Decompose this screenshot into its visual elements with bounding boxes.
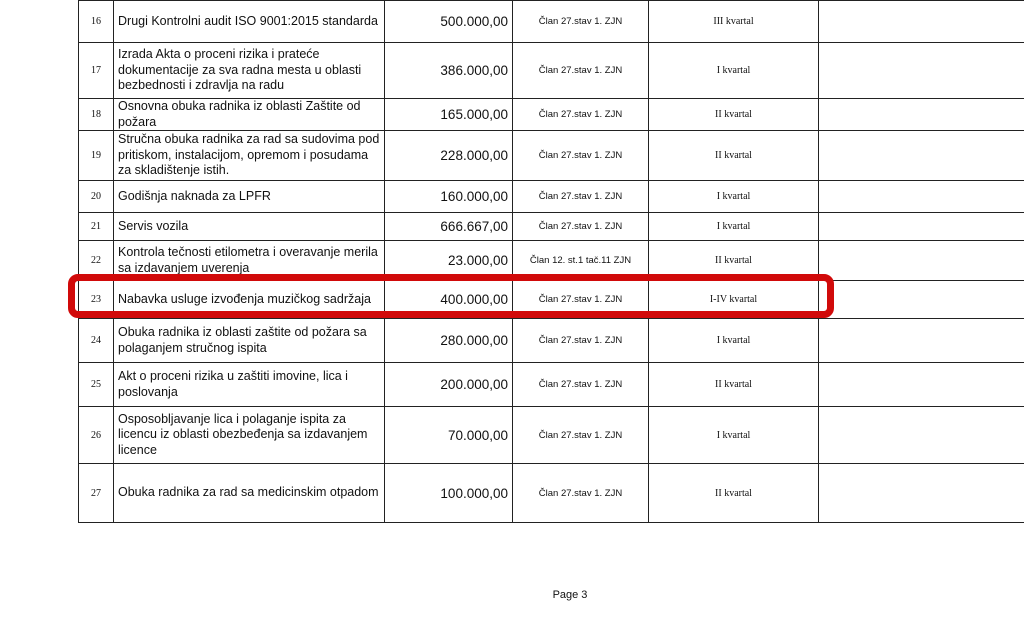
item-amount: 23.000,00: [385, 241, 513, 281]
legal-basis: Član 27.stav 1. ZJN: [513, 181, 649, 213]
table-row: [79, 407, 1024, 464]
item-description: Osposobljavanje lica i polaganje ispita za licencu iz oblasti obezbeđenja sa izdavanjem licence: [114, 407, 385, 464]
item-description: Kontrola tečnosti etilometra i overavanje merila sa izdavanjem uverenja: [114, 241, 385, 281]
quarter: I kvartal: [649, 213, 819, 241]
quarter: II kvartal: [649, 464, 819, 523]
empty-cell: [819, 1, 1024, 43]
quarter: II kvartal: [649, 131, 819, 181]
table-row: [79, 99, 1024, 131]
empty-cell: [819, 407, 1024, 464]
empty-cell: [819, 213, 1024, 241]
item-description: Akt o proceni rizika u zaštiti imovine, lica i poslovanja: [114, 363, 385, 407]
item-description: Obuka radnika iz oblasti zaštite od požara sa polaganjem stručnog ispita: [114, 319, 385, 363]
quarter: I kvartal: [649, 181, 819, 213]
item-description: Izrada Akta o proceni rizika i prateće dokumentacije za sva radna mesta u oblasti bezbednosti i zdravlja na radu: [114, 43, 385, 99]
legal-basis: Član 27.stav 1. ZJN: [513, 131, 649, 181]
legal-basis: Član 27.stav 1. ZJN: [513, 281, 649, 319]
item-description: Obuka radnika za rad sa medicinskim otpadom: [114, 464, 385, 523]
item-description: Osnovna obuka radnika iz oblasti Zaštite od požara: [114, 99, 385, 131]
table-row: [79, 213, 1024, 241]
item-amount: 280.000,00: [385, 319, 513, 363]
row-number: 22: [79, 241, 114, 281]
item-amount: 228.000,00: [385, 131, 513, 181]
procurement-table: [78, 0, 1024, 523]
row-number: 21: [79, 213, 114, 241]
empty-cell: [819, 363, 1024, 407]
legal-basis: Član 27.stav 1. ZJN: [513, 464, 649, 523]
empty-cell: [819, 43, 1024, 99]
legal-basis: Član 27.stav 1. ZJN: [513, 99, 649, 131]
row-number: 17: [79, 43, 114, 99]
table-row: [79, 319, 1024, 363]
item-description: Nabavka usluge izvođenja muzičkog sadržaja: [114, 281, 385, 319]
page-number: Page 3: [552, 589, 588, 601]
table-row: [79, 464, 1024, 523]
quarter: I kvartal: [649, 407, 819, 464]
empty-cell: [819, 281, 1024, 319]
item-description: Drugi Kontrolni audit ISO 9001:2015 standarda: [114, 1, 385, 43]
quarter: I kvartal: [649, 319, 819, 363]
quarter: II kvartal: [649, 99, 819, 131]
empty-cell: [819, 99, 1024, 131]
item-amount: 165.000,00: [385, 99, 513, 131]
row-number: 19: [79, 131, 114, 181]
table-row: [79, 181, 1024, 213]
row-number: 18: [79, 99, 114, 131]
row-number: 23: [79, 281, 114, 319]
quarter: III kvartal: [649, 1, 819, 43]
legal-basis: Član 12. st.1 tač.11 ZJN: [513, 241, 649, 281]
quarter: II kvartal: [649, 363, 819, 407]
empty-cell: [819, 131, 1024, 181]
item-amount: 70.000,00: [385, 407, 513, 464]
row-number: 24: [79, 319, 114, 363]
item-amount: 500.000,00: [385, 1, 513, 43]
row-number: 25: [79, 363, 114, 407]
empty-cell: [819, 319, 1024, 363]
table-row: [79, 131, 1024, 181]
table-row: [79, 363, 1024, 407]
legal-basis: Član 27.stav 1. ZJN: [513, 43, 649, 99]
empty-cell: [819, 241, 1024, 281]
table-row: [79, 1, 1024, 43]
item-description: Servis vozila: [114, 213, 385, 241]
table-row: [79, 241, 1024, 281]
legal-basis: Član 27.stav 1. ZJN: [513, 363, 649, 407]
item-amount: 200.000,00: [385, 363, 513, 407]
legal-basis: Član 27.stav 1. ZJN: [513, 319, 649, 363]
legal-basis: Član 27.stav 1. ZJN: [513, 213, 649, 241]
quarter: II kvartal: [649, 241, 819, 281]
legal-basis: Član 27.stav 1. ZJN: [513, 407, 649, 464]
quarter: I-IV kvartal: [649, 281, 819, 319]
empty-cell: [819, 181, 1024, 213]
item-description: Stručna obuka radnika za rad sa sudovima pod pritiskom, instalacijom, opremom i posudama za skladištenje istih.: [114, 131, 385, 181]
row-number: 16: [79, 1, 114, 43]
item-amount: 400.000,00: [385, 281, 513, 319]
legal-basis: Član 27.stav 1. ZJN: [513, 1, 649, 43]
item-amount: 160.000,00: [385, 181, 513, 213]
table-row-highlighted: [79, 281, 1024, 319]
item-description: Godišnja naknada za LPFR: [114, 181, 385, 213]
item-amount: 386.000,00: [385, 43, 513, 99]
row-number: 27: [79, 464, 114, 523]
row-number: 20: [79, 181, 114, 213]
item-amount: 100.000,00: [385, 464, 513, 523]
table-row: [79, 43, 1024, 99]
row-number: 26: [79, 407, 114, 464]
quarter: I kvartal: [649, 43, 819, 99]
item-amount: 666.667,00: [385, 213, 513, 241]
empty-cell: [819, 464, 1024, 523]
